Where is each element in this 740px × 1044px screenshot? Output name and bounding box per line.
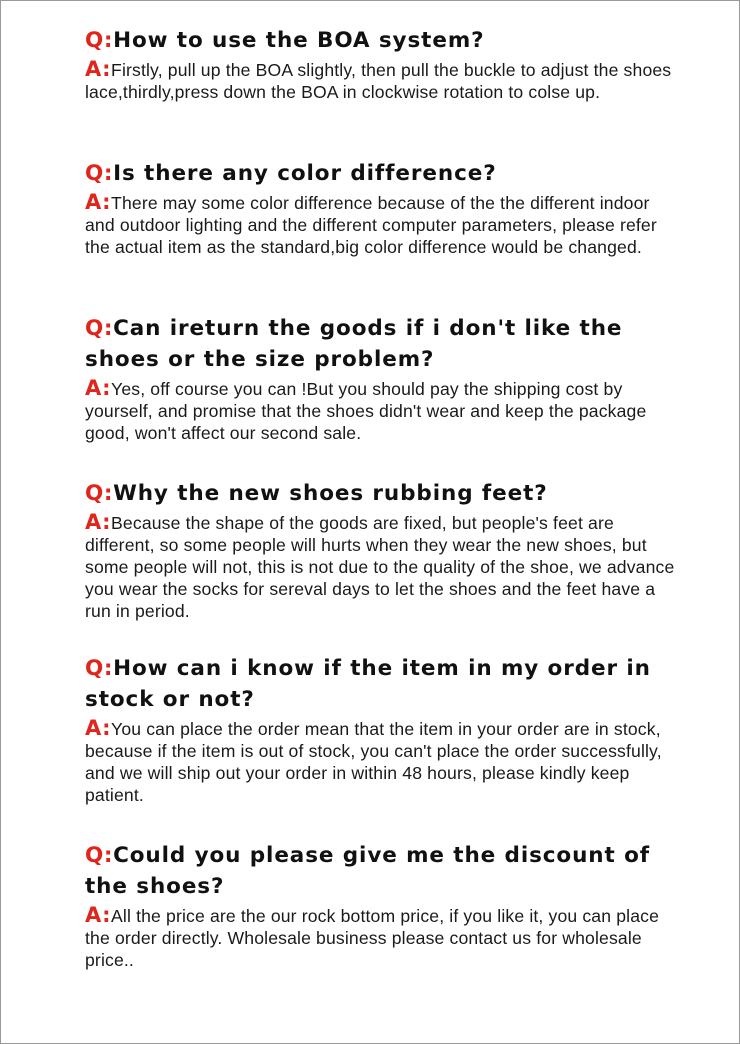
faq-answer	[85, 717, 675, 806]
faq-answer	[85, 511, 675, 622]
answer-text: Yes, off course you can !But you should pay the shipping cost by yourself, and promise that the shoes didn't wear and keep the package good, won't affect our second sale.	[85, 379, 647, 443]
answer-text: All the price are the our rock bottom price, if you like it, you can place the order directly. Wholesale business please contact us for wholesale price..	[85, 906, 660, 970]
faq-question	[85, 478, 675, 509]
answer-prefix: A:	[85, 376, 112, 400]
faq-item	[85, 158, 675, 258]
answer-text: You can place the order mean that the item in your order are in stock, because if the item is out of stock, you can't place the order successfully, and we will ship out your order in within 48 hours, please kindly keep patient.	[85, 719, 662, 805]
question-text: How can i know if the item in my order in stock or not?	[85, 656, 651, 712]
faq-item	[85, 653, 675, 806]
faq-question	[85, 840, 675, 902]
faq-answer	[85, 377, 675, 444]
question-prefix: Q:	[85, 316, 114, 341]
question-text: Can ireturn the goods if i don't like the shoes or the size problem?	[85, 316, 623, 372]
answer-text: There may some color difference because of the the different indoor and outdoor lighting and the different computer parameters, please refer the actual item as the standard,big color difference would be changed.	[85, 193, 657, 257]
question-prefix: Q:	[85, 656, 114, 681]
question-text: How to use the BOA system?	[113, 28, 485, 53]
question-text: Why the new shoes rubbing feet?	[113, 481, 548, 506]
faq-item	[85, 25, 675, 103]
faq-question	[85, 313, 675, 375]
faq-question	[85, 653, 675, 715]
faq-answer	[85, 58, 675, 103]
faq-question	[85, 25, 675, 56]
question-text: Is there any color difference?	[113, 161, 497, 186]
faq-item	[85, 840, 675, 971]
question-prefix: Q:	[85, 28, 114, 53]
question-text: Could you please give me the discount of the shoes?	[85, 843, 651, 899]
faq-item	[85, 478, 675, 622]
faq-answer	[85, 191, 675, 258]
faq-question	[85, 158, 675, 189]
answer-text: Because the shape of the goods are fixed, but people's feet are different, so some people will hurts when they wear the new shoes, but some people will not, this is not due to the quality of the shoe, we advance you wear the socks for sereval days to let the shoes and the feet have a run in period.	[85, 513, 675, 621]
answer-prefix: A:	[85, 57, 112, 81]
answer-prefix: A:	[85, 716, 112, 740]
answer-text: Firstly, pull up the BOA slightly, then pull the buckle to adjust the shoes lace,thirdly,press down the BOA in clockwise rotation to colse up.	[85, 60, 672, 102]
question-prefix: Q:	[85, 481, 114, 506]
faq-item	[85, 313, 675, 444]
faq-answer	[85, 904, 675, 971]
answer-prefix: A:	[85, 510, 112, 534]
question-prefix: Q:	[85, 843, 114, 868]
answer-prefix: A:	[85, 190, 112, 214]
answer-prefix: A:	[85, 903, 112, 927]
question-prefix: Q:	[85, 161, 114, 186]
